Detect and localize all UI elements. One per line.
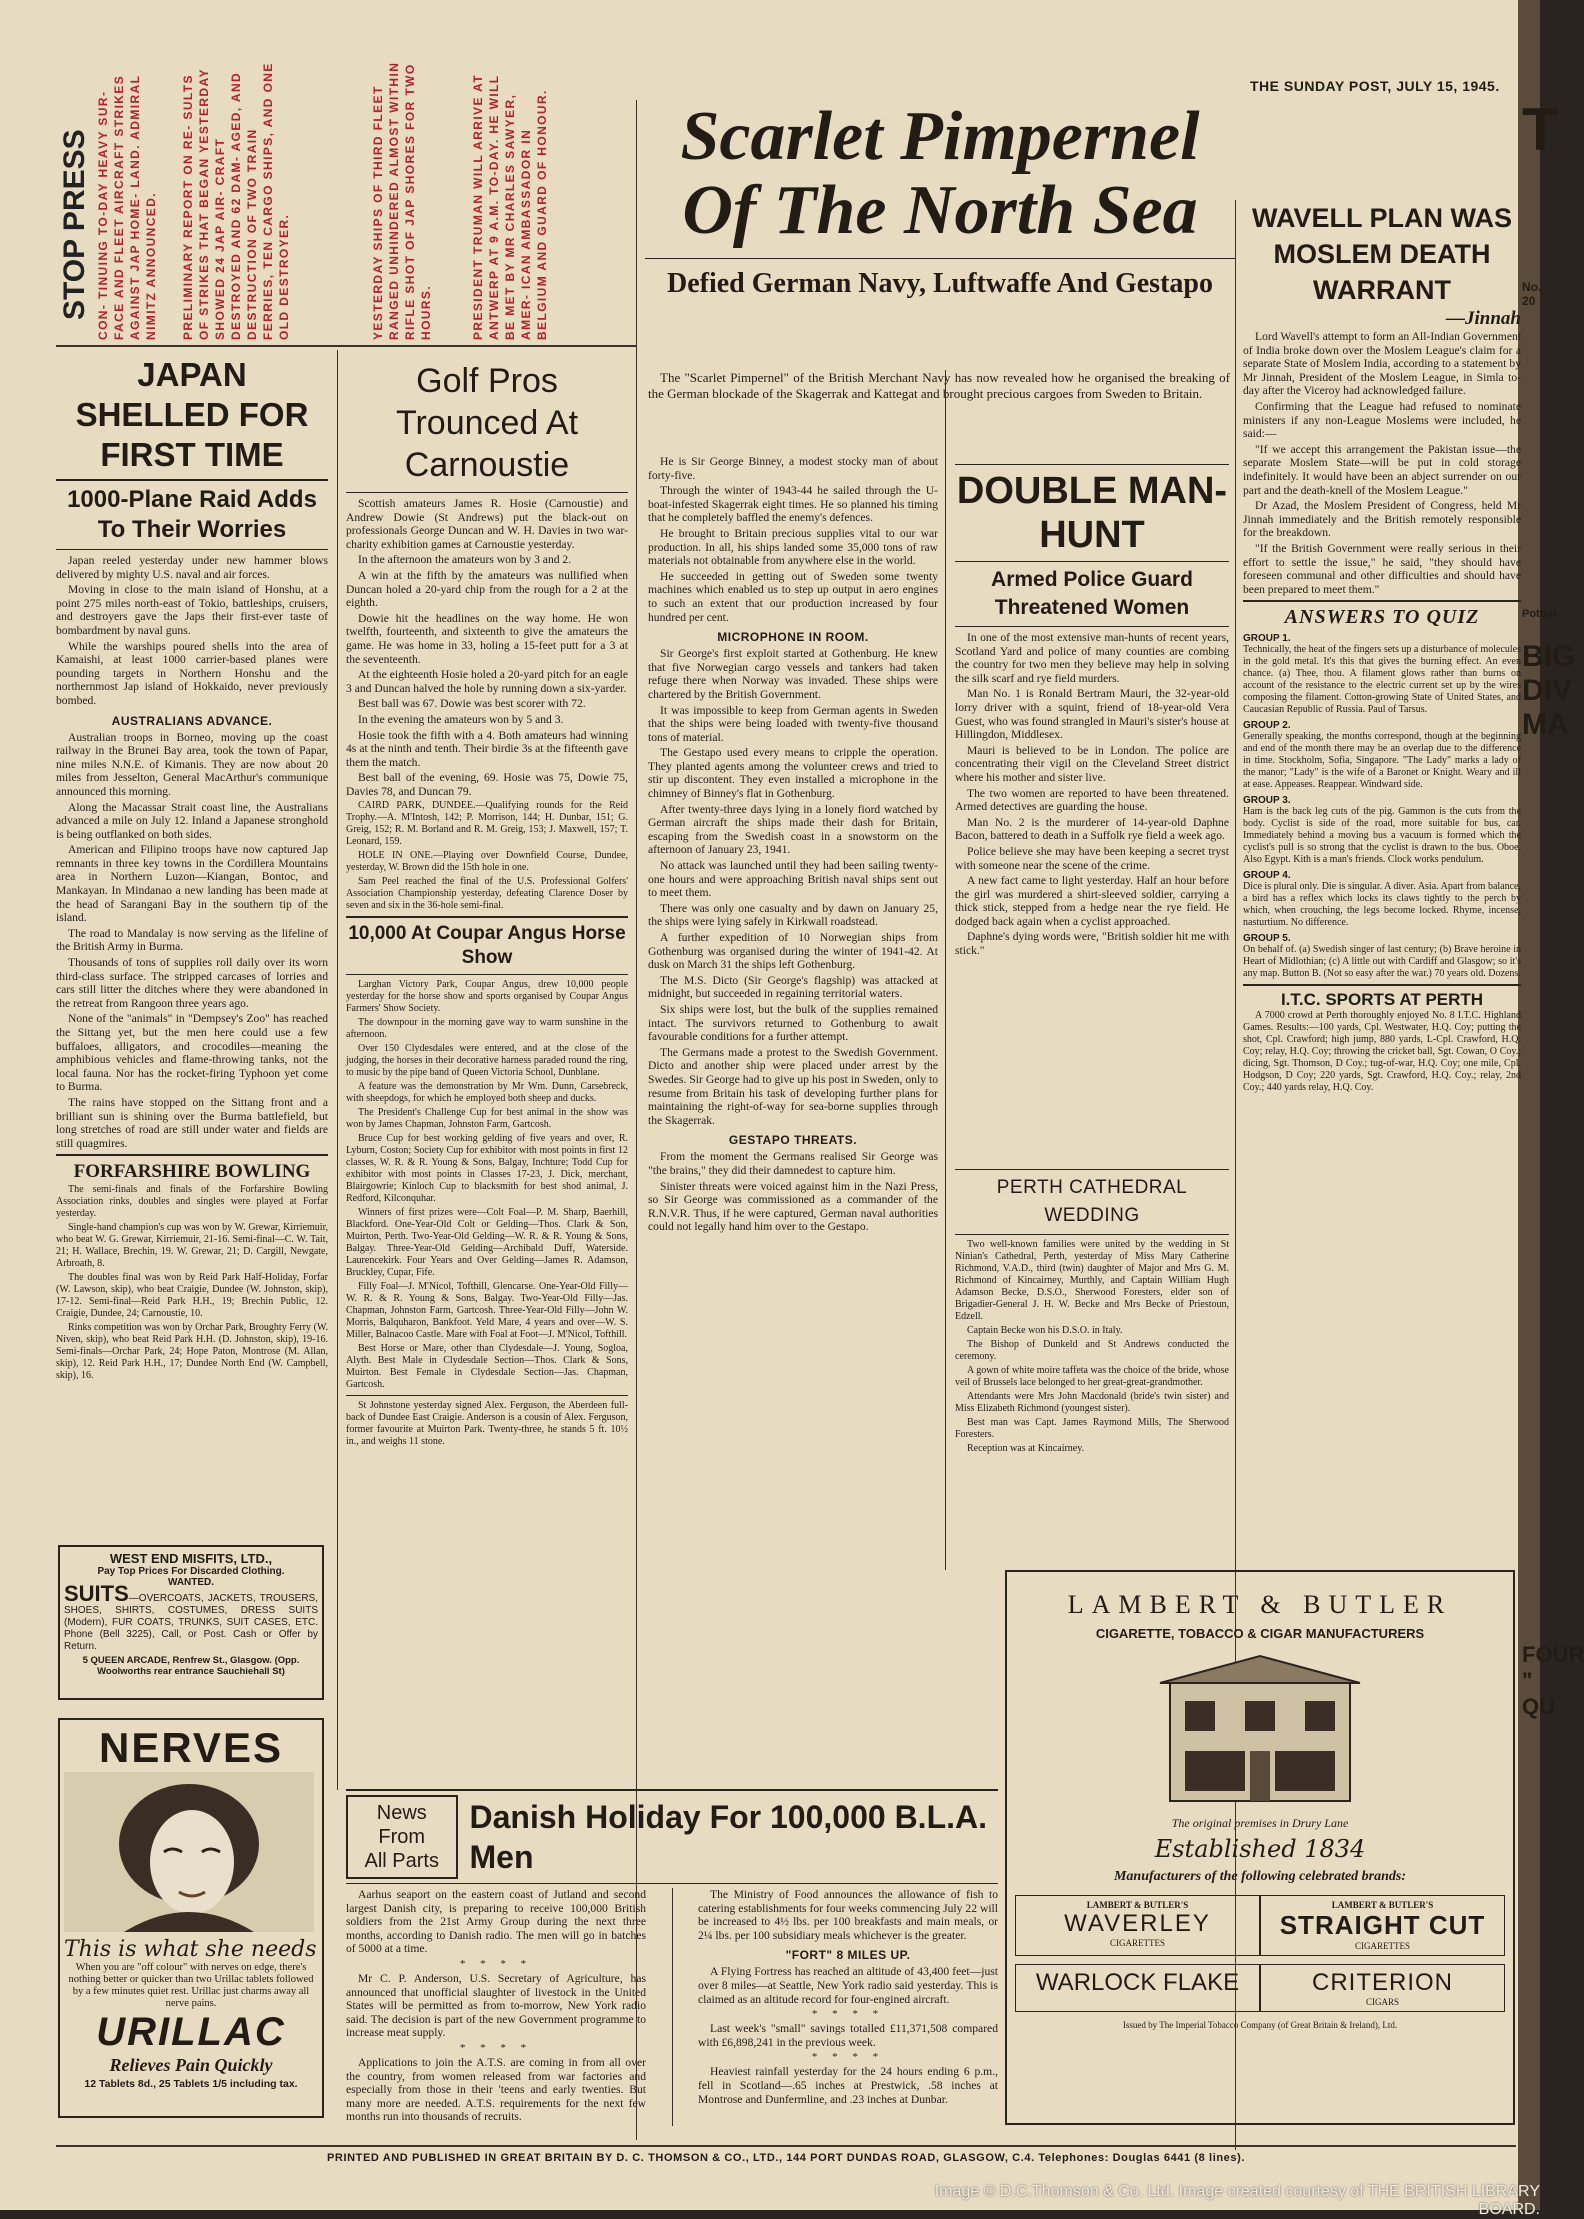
pimpernel-header bbox=[645, 100, 1235, 370]
star-separator: * * * * bbox=[459, 2041, 533, 2054]
danish-headline: Danish Holiday For 100,000 B.L.A. Men bbox=[469, 1799, 987, 1875]
pimpernel-para: Through the winter of 1943-44 he sailed through the U-boat-infested Skagerrak eight times. He so planned his timing that he completely baffled the enemy's defences. bbox=[648, 484, 938, 525]
divider bbox=[56, 1154, 328, 1156]
manhunt-para: Mauri is believed to be in London. The police are concentrating their vigil on the Cleveland Street district where his mother and sister live. bbox=[955, 743, 1229, 784]
pimpernel-lead-text: The "Scarlet Pimpernel" of the British Merchant Navy has now revealed how he organised the breaking of the German blockade of the Skagerrak and Kattegat and brought precious cargoes from Sweden to Britain. bbox=[648, 370, 1230, 401]
divider bbox=[955, 1169, 1229, 1170]
golf-para: Best ball was 67. Dowie was best scorer with 72. bbox=[358, 697, 586, 711]
lambert-premises: The original premises in Drury Lane bbox=[1171, 1816, 1349, 1830]
divider bbox=[56, 479, 328, 481]
golf-para: Scottish amateurs James R. Hosie (Carnoustie) and Andrew Dowie (St Andrews) put the black-out on professionals George Duncan and W. H. Davies in two war-charity exhibition games at Carnoustie yesterday. bbox=[346, 497, 628, 551]
stop-press-col-4: PRESIDENT TRUMAN WILL ARRIVE AT ANTWERP AT 9 A.M. TO-DAY. HE WILL BE MET BY MR CHARLES SAWYER, AMER- ICAN AMBASSADOR IN BELGIUM AND GUARD OF HONOUR. bbox=[471, 73, 549, 340]
pimpernel-crosshead: MICROPHONE IN ROOM. bbox=[717, 630, 869, 645]
westend-ad bbox=[58, 1545, 324, 1700]
wavell-headline: WAVELL PLAN WAS MOSLEM DEATH WARRANT bbox=[1251, 203, 1512, 305]
golf-para: In the afternoon the amateurs won by 3 and 2. bbox=[358, 553, 572, 567]
masthead-date: THE SUNDAY POST, JULY 15, 1945. bbox=[1250, 78, 1500, 94]
danish-right-col bbox=[698, 1888, 998, 2126]
pimpernel-para: He brought to Britain precious supplies vital to our war production. In all, his ships landed some 35,000 tons of raw materials not obtainable from anywhere else in the world. bbox=[648, 526, 938, 568]
japan-para: The road to Mandalay is now serving as the lifeline of the British Army in Burma. bbox=[56, 926, 328, 954]
divider bbox=[56, 549, 328, 550]
japan-para: While the warships poured shells into the area of Kamaishi, at least 1000 carrier-based planes were pounding targets in Northern Honshu and the northernmost Jap island of Hokkaido, never previously bombed. bbox=[56, 639, 328, 707]
itc-para: A 7000 crowd at Perth thoroughly enjoyed No. 8 I.T.C. Highland Games. Results:—100 yards, Cpl. Westwater, H.Q. Coy; putting the shot, Cpl. Crawford; high jump, 880 yards, L-Cpl. Crawford, H.Q. Coy; relay, H.Q. Coy; throwing the cricket ball, Sgt. Cowan, O Coy.; dicing, Sgt. Thomson, D Coy.; tug-of-war, H.Q. Coy; one mile, Cpl. Hodgson, D Coy; 220 yards, Sgt. Crawford, H.Q. Coy.; relay, 2nd Coy.; 440 yards relay, H.Q. Coy. bbox=[1243, 1010, 1521, 1094]
forfarshire-para: The doubles final was won by Reid Park Half-Holiday, Forfar (W. Lawson, skip), who beat Craigie, Dundee (W. Johnston, skip), 17-12. Semi-final—Reid Park H.H., 19; Brechin Public, 12. Craigie, Dundee, 24; Carnoustie, 10. bbox=[56, 1272, 328, 1320]
quiz-group-text: On behalf of. (a) Swedish singer of last century; (b) Brave heroine in Heart of Midlothian; (c) A little out with Cardiff and Glasgow; so it's any map. Button B. (Not so easy after the war.) 70 years old. Dozens. bbox=[1243, 944, 1521, 980]
quiz-group-text: Ham is the back leg cuts of the pig. Gammon is the cuts from the body. Cyclist is side of the road, more suitable for bus, car. Immediately behind a moving bus a vacuum is formed which the cyclist's pull is so strong that the cyclist is drawn to the bus. Oboe. Also Egypt. Kith is a man's friends. Clock works pendulum. bbox=[1243, 806, 1521, 866]
quiz-headline: ANSWERS TO QUIZ bbox=[1284, 606, 1480, 629]
golf-para: At the eighteenth Hosie holed a 20-yard pitch for an eagle 3 and Duncan halved the hole by running down a six-yarder. bbox=[346, 668, 628, 695]
star-separator: * * * * bbox=[811, 2051, 885, 2064]
japan-headline: JAPAN SHELLED FOR FIRST TIME bbox=[75, 356, 309, 473]
badge-line: All Parts bbox=[364, 1850, 439, 1872]
danish-crosshead: "FORT" 8 MILES UP. bbox=[785, 1948, 911, 1963]
divider bbox=[645, 258, 1235, 259]
copyright-text: Image © D.C.Thomson & Co. Ltd. Image created courtesy of THE BRITISH LIBRARY BOARD. bbox=[934, 2183, 1540, 2218]
japan-subhead: 1000-Plane Raid Adds To Their Worries bbox=[67, 486, 317, 543]
pimpernel-para: From the moment the Germans realised Sir George was "the brains," they did their damnedest to capture him. bbox=[648, 1150, 938, 1177]
pimpernel-para: He succeeded in getting out of Sweden some twenty machines which enabled us to step up output in aero engines to such an extent that our production increased by four hundred per cent. bbox=[648, 569, 938, 624]
danish-para: The Ministry of Food announces the allowance of fish to catering establishments for four weeks commencing July 22 will be increased to 4½ lbs. per 100 breakfasts and main meals, or 2¼ lbs. per 100 subsidiary meals whichever is the greater. bbox=[698, 1888, 998, 1942]
divider bbox=[56, 2145, 1516, 2147]
golf-headline: Golf Pros Trounced At Carnoustie bbox=[395, 362, 579, 484]
japan-para: Along the Macassar Strait coast line, the Australians advanced a mile on July 12. Inland a Japanese stronghold is being outflanked on both sides. bbox=[56, 800, 328, 841]
danish-para: Last week's "small" savings totalled £11,371,508 compared with £6,898,241 in the previous week. bbox=[698, 2022, 998, 2049]
divider bbox=[56, 345, 636, 347]
pimpernel-para: A further expedition of 10 Norwegian ships from Gothenburg was organised during the winter of 1941-42. At dusk on March 31 the ships left Gothenburg. bbox=[648, 931, 938, 972]
japan-para: The rains have stopped on the Sittang front and a brilliant sun is shining over the Burma battlefield, but long stretches of road are still under water and fields are still quagmires. bbox=[56, 1095, 328, 1150]
straight-cut-brand-box bbox=[1260, 1895, 1505, 1956]
coupar-para: The downpour in the morning gave way to warm sunshine in the afternoon. bbox=[346, 1017, 628, 1041]
divider bbox=[346, 1395, 628, 1396]
quiz-group-text: Generally speaking, the months correspond, though at the beginning and end of the month there may be an overlap due to the difference in time. Stockholm, Sofia, Singapore. "The Lady" marks a lady of the manor; "Lady" is the wife of a Baronet or Knight. Weary and ill at ease. Appeases. Reappear. Windward side. bbox=[1243, 731, 1521, 791]
waverley-brand-box bbox=[1015, 1895, 1260, 1956]
manhunt-para: Man No. 2 is the murderer of 14-year-old Daphne Bacon, battered to death in a Suffolk rye field a week ago. bbox=[955, 815, 1229, 843]
golf-para: In the evening the amateurs won by 5 and 3. bbox=[358, 712, 564, 726]
quiz-group-label: GROUP 3. bbox=[1243, 795, 1291, 807]
lambert-arc-title: LAMBERT & BUTLER bbox=[1067, 1590, 1453, 1619]
pimpernel-para: The Gestapo used every means to cripple the operation. They planted agents among the volunteer crews and tried to stir up discontent. They even installed a microphone in the chimney of Binney's flat in Gothenburg. bbox=[648, 746, 938, 801]
quiz-group bbox=[1243, 795, 1521, 866]
lambert-issued: Issued by The Imperial Tobacco Company (of Great Britain & Ireland), Ltd. bbox=[1122, 2020, 1398, 2030]
divider bbox=[346, 492, 628, 493]
divider bbox=[955, 561, 1229, 562]
criterion-brand: CRITERION bbox=[1312, 1969, 1453, 1996]
forfarshire-para: Rinks competition was won by Orchar Park, Broughty Ferry (W. Niven, skip), who beat Reid Park H.H. (D. Johnston, skip), 19-16. Semi-finals—Orchar Park, 24; Hope Paton, Montrose (M. Allan, skip), 12. Reid Park H.H., 17; Dundee North End (W. Campbell, skip), 16. bbox=[56, 1322, 328, 1382]
pimpernel-subhead: Defied German Navy, Luftwaffe And Gestapo bbox=[667, 268, 1213, 299]
westend-body: —OVERCOATS, JACKETS, TROUSERS, SHOES, SHIRTS, COSTUMES, DRESS SUITS (Modern), FUR COATS, TRUNKS, SUIT CASES, ETC. Phone (Bell 3225), Call, or Post. Cash or Offer by Return. bbox=[64, 1593, 318, 1652]
quiz-group bbox=[1243, 870, 1521, 929]
perth-para: Reception was at Kincairney. bbox=[967, 1443, 1085, 1454]
lambert-butler-ad bbox=[1005, 1570, 1515, 2125]
forfarshire-para: The semi-finals and finals of the Forfarshire Bowling Association rinks, doubles and singles were played at Forfar yesterday. bbox=[56, 1184, 328, 1220]
pimpernel-para: The Germans made a protest to the Swedish Government. Dicto and another ship were placed under arrest by the Swedes. Sir George had to give up his post in Sweden, only to resume from Britain his task of developing further plans for maintaining the right-of-way for sea-borne supplies through the Skagerrak. bbox=[648, 1045, 938, 1127]
westend-line: Pay Top Prices For Discarded Clothing. bbox=[97, 1566, 285, 1577]
pimpernel-para: Sinister threats were voiced against him in the Nazi Press, so Sir George was commissioned as a commander of the R.N.V.R. Thus, if he were captured, German naval authorities could not legally hand him over to the Gestapo. bbox=[648, 1179, 938, 1234]
golf-para: Dowie hit the headlines on the way home. He won twelfth, fourteenth, and sixteenth to give the amateurs the game. He was home in 33, holing a 15-feet putt for a 3 at the seventeenth. bbox=[346, 611, 628, 666]
danish-para: Applications to join the A.T.S. are coming in from all over the country, from women released from war factories and especially from those in their 'teens and early twenties. But many more are needed. A.T.S. requirements for the next few months run into thousands of recruits. bbox=[346, 2055, 646, 2124]
perth-headline: PERTH CATHEDRAL WEDDING bbox=[996, 1177, 1188, 1226]
perth-para: A gown of white moire taffeta was the choice of the bride, whose veil of Brussels lace belonged to her great-great-grandmother. bbox=[955, 1365, 1229, 1388]
divider bbox=[346, 974, 628, 975]
danish-para: Aarhus seaport on the eastern coast of Jutland and second largest Danish city, is preparing to receive 100,000 British soldiers from the 21st Army Group during the next three months, according to Danish radio. The men will go in batches of 5000 at a time. bbox=[346, 1888, 646, 1956]
strip-text: BIG bbox=[1522, 640, 1576, 673]
pimpernel-para: He is Sir George Binney, a modest stocky man of about forty-five. bbox=[648, 455, 938, 482]
coupar-para: Best Horse or Mare, other than Clydesdale—J. Young, Sogloa, Alyth. Best Male in Clydesdale Section—Thos. Clark & Sons, Muirton. Best Female in Clydesdale Section—Jas. Chapman, Gartcosh. bbox=[346, 1343, 628, 1391]
coupar-para: A feature was the demonstration by Mr Wm. Dunn, Carsebreck, with sheepdogs, for which he employed both sheep and ducks. bbox=[346, 1081, 628, 1105]
footer-printed: PRINTED AND PUBLISHED IN GREAT BRITAIN BY D. C. THOMSON & CO., LTD., 144 PORT DUNDAS ROAD, GLASGOW, C.4. Telephones: Douglas 6441 (8 lines). bbox=[326, 2152, 1246, 2164]
manhunt-para: The two women are reported to have been threatened. Armed detectives are guarding the house. bbox=[955, 786, 1229, 814]
divider bbox=[955, 626, 1229, 627]
pimpernel-para: It was impossible to keep from German agents in Sweden that the ships were being loaded with twenty-five thousand tons of material. bbox=[648, 703, 938, 744]
manhunt-para: In one of the most extensive man-hunts of recent years, Scotland Yard and police of many counties are combing the country for two men they believe may help in solving the silk scarf and rye field murders. bbox=[955, 631, 1229, 685]
manhunt-para: Daphne's dying words were, "British soldier hit me with stick." bbox=[955, 930, 1229, 958]
perth-para: Best man was Capt. James Raymond Mills, The Sherwood Foresters. bbox=[955, 1417, 1229, 1440]
pimpernel-para: After twenty-three days lying in a lonely fiord watched by German aircraft the ships made their dash for Britain, escaping from the Swedish coast in a snowstorm on the afternoon of January 23, 1941. bbox=[648, 802, 938, 857]
pimpernel-crosshead: GESTAPO THREATS. bbox=[728, 1133, 858, 1148]
copyright bbox=[900, 2183, 1540, 2218]
wavell-byline: —Jinnah bbox=[1446, 308, 1521, 329]
manhunt-para: Police believe she may have been keeping a secret tryst with someone near the scene of the crime. bbox=[955, 844, 1229, 872]
ferguson-para: St Johnstone yesterday signed Alex. Ferguson, the Aberdeen full-back of Dundee East Craigie. Anderson is a cousin of Alex. Ferguson, former favourite at Muirton Park. Twenty-three, he stands 5 ft. 10½ in., and weighs 11 stone. bbox=[346, 1400, 628, 1448]
quiz-group-label: GROUP 5. bbox=[1243, 933, 1291, 945]
strip-text: " QU bbox=[1522, 1668, 1555, 1719]
pimpernel-para: Six ships were lost, but the bulk of the supplies remained intact. The survivors returned to Gothenburg to await favourable conditions for a further attempt. bbox=[648, 1002, 938, 1044]
westend-title: WEST END MISFITS, LTD., bbox=[109, 1551, 273, 1566]
perth-para: Attendants were Mrs John Macdonald (bride's twin sister) and Miss Elizabeth Richmond (youngest sister). bbox=[955, 1391, 1229, 1414]
coupar-para: Bruce Cup for best working gelding of five years and over, R. Lyburn, Coston; Society Cup for exhibitor with most points in first 12 classes, W. R. & R. Young & Sons, Balgay, Inchture; Todd Cup for exhibitor with most points in Classes 17-23, J. Dick, merchant, Blairgowrie; Kinloch Cup to blacksmith for best shod animal, J. Redford, Kilconquhar. bbox=[346, 1133, 628, 1205]
coupar-para: Winners of first prizes were—Colt Foal—P. M. Sharp, Baerhill, Blackford. One-Year-Old Colt or Gelding—Thos. Clark & Son, Muirton, Perth. Two-Year-Old Gelding—W. R. & R. Young & Sons, Balgay. Three-Year-Old Gelding—Archibald Duff, Waterside. Laurencekirk. Four Years and Over Gelding—James R. Adamson, Bruckley, Cupar, Fife. bbox=[346, 1207, 628, 1279]
perth-para: The Bishop of Dunkeld and St Andrews conducted the ceremony. bbox=[955, 1339, 1229, 1362]
strip-text: No. 20 bbox=[1522, 280, 1542, 308]
urillac-script: This is what she needs bbox=[64, 1937, 317, 1962]
star-separator: * * * * bbox=[459, 1957, 533, 1970]
golf-caird: CAIRD PARK, DUNDEE.—Qualifying rounds for the Reid Trophy.—A. M'Intosh, 142; P. Morrison, 144; H. Dunbar, 151; G. Greig, 152; R. M. Borland and R. M. Greig, 153; J. Maxwell, 157; T. Leonard, 159. bbox=[346, 800, 628, 848]
warlock-flake-brand: WARLOCK FLAKE bbox=[1015, 1964, 1260, 2012]
divider bbox=[1243, 984, 1521, 986]
danish-left-col bbox=[346, 1888, 646, 2126]
brand-type: CIGARS bbox=[1365, 1997, 1399, 2007]
perth-para: Captain Becke won his D.S.O. in Italy. bbox=[967, 1325, 1123, 1336]
pimpernel-para: Sir George's first exploit started at Gothenburg. He knew that five Norwegian cargo vessels and tankers had taken refuge there when Norway was invaded. These ships were chartered by the British Government. bbox=[648, 647, 938, 701]
danish-article bbox=[346, 1785, 998, 2140]
brand-type: CIGARETTES bbox=[1110, 1938, 1165, 1948]
brand-maker: LAMBERT & BUTLER'S bbox=[1086, 1900, 1189, 1910]
japan-para: Japan reeled yesterday under new hammer blows delivered by mighty U.S. naval and air forces. bbox=[56, 554, 328, 581]
coupar-para: The President's Challenge Cup for best animal in the show was won by James Chapman, Johnston Farm, Gartcosh. bbox=[346, 1107, 628, 1131]
stop-press-label: STOP PRESS bbox=[58, 129, 91, 320]
drury-lane-shop-illustration bbox=[1130, 1651, 1390, 1811]
manhunt-para: A new fact came to light yesterday. Half an hour before the girl was murdered a shirt-sleeved soldier, carrying a thick stick, stepped from a hedge near the rye field. He dodged back again when a cyclist approached. bbox=[955, 874, 1229, 928]
strip-text: MA bbox=[1522, 708, 1569, 741]
japan-para: Moving in close to the main island of Honshu, at a point 275 miles north-east of Tokio, battleships, cruisers, and destroyers gave the Japs their first-ever taste of bombardment by naval guns. bbox=[56, 583, 328, 637]
coupar-para: Filly Foal—J. M'Nicol, Tofthill, Glencarse. One-Year-Old Filly—W. R. & R. Young & Sons, Balgay. Two-Year-Old Filly—Jas. Chapman, Johnston Farm, Gartcosh. Three-Year-Old Filly—John W. Morris, Balquharon, Bankfoot. Yeld Mare, 4 years and over—W. S. Miller, Balnacoo Castle. Mare with Foal at Foot—J. M'Nicol, Tofthill. bbox=[346, 1281, 628, 1341]
quiz-group bbox=[1243, 720, 1521, 791]
wavell-para: "If we accept this arrangement the Pakistan issue—the separate Moslem State—will be put in cold storage indefinitely. It would have been an abject surrender on our part and the death-knell of the Moslem League." bbox=[1243, 442, 1521, 497]
column-rule bbox=[672, 1888, 673, 2126]
badge-line: News From bbox=[376, 1802, 427, 1848]
japan-para: Australian troops in Borneo, moving up the coast railway in the Brunei Bay area, took the town of Papar, nine miles N.N.E. of Kimanis. They are now about 20 miles from Jesselton, General MacArthur's communique announced this morning. bbox=[56, 730, 328, 798]
next-page-strip bbox=[1522, 96, 1584, 2140]
danish-para: Mr C. P. Anderson, U.S. Secretary of Agriculture, has announced that unofficial slaughter of livestock in the United States will be permitted as from to-morrow, New York radio said. The decision is part of the new Government programme to increase meat supply. bbox=[346, 1971, 646, 2040]
itc-headline: I.T.C. SPORTS AT PERTH bbox=[1280, 990, 1484, 1010]
strip-text: FOUR bbox=[1522, 1642, 1584, 1667]
urillac-ad bbox=[58, 1718, 324, 2118]
golf-para: Hosie took the fifth with a 4. Both amateurs had winning 4s at the ninth and tenth. Their birdie 3s at the fifteenth gave them the match. bbox=[346, 728, 628, 769]
japan-article bbox=[56, 355, 328, 1740]
stop-press-col-3: YESTERDAY SHIPS OF THIRD FLEET RANGED UNHINDERED ALMOST WITHIN RIFLE SHOT OF JAP SHORES FOR TWO HOURS. bbox=[371, 61, 433, 340]
star-separator: * * * * bbox=[811, 2008, 885, 2021]
footer bbox=[56, 2152, 1516, 2172]
japan-crosshead: AUSTRALIANS ADVANCE. bbox=[111, 713, 273, 728]
divider bbox=[955, 464, 1229, 465]
manhunt-headline: DOUBLE MAN-HUNT bbox=[956, 470, 1228, 556]
quiz-group-label: GROUP 2. bbox=[1243, 720, 1291, 732]
urillac-body: When you are "off colour" with nerves on edge, there's nothing better or quicker than two Urillac tablets followed by a few minutes quiet rest. Urillac just charms away all nerve pains. bbox=[68, 1962, 314, 2009]
manhunt-para: Man No. 1 is Ronald Bertram Mauri, the 32-year-old lorry driver with a squint, friend of 18-year-old Vera Guest, who was found strangled in Mauri's sister's house at Hillingdon, Middlesex. bbox=[955, 687, 1230, 742]
japan-para: Thousands of tons of supplies roll daily over its worn third-class surface. The stripped carcases of lorries and cars still litter the ditches where they were abandoned in the retreat from Rangoon three years ago. bbox=[56, 956, 328, 1010]
news-from-all-parts-badge bbox=[346, 1795, 458, 1879]
urillac-tagline: Relieves Pain Quickly bbox=[109, 2055, 273, 2075]
lambert-celebrated: Manufacturers of the following celebrated brands: bbox=[1113, 1869, 1407, 1884]
golf-peel: Sam Peel reached the final of the U.S. Professional Golfers' Association Championship yesterday, defeating Clarence Doser by seven and six in the 36-hole semi-final. bbox=[346, 876, 628, 912]
urillac-price: 12 Tablets 8d., 25 Tablets 1/5 including tax. bbox=[84, 2078, 298, 2090]
pimpernel-body bbox=[648, 455, 938, 1570]
japan-para: American and Filipino troops have now captured Jap remnants in three key towns in the Cordillera Mountains area in Northern Luzon—Kiangan, Bontoc, and Mankayan. In Mindanao a new landing has been made at the head of Sarangani Bay in the southern tip of the island. bbox=[56, 843, 328, 925]
straight-cut-brand: STRAIGHT CUT bbox=[1279, 1910, 1486, 1940]
forfarshire-para: Single-hand champion's cup was won by W. Grewar, Kirriemuir, who beat W. G. Grewar, Kirriemuir, 21-16. Semi-final—C. W. Tait, 21; H. Wallace, Brechin, 19. W. Grewar, 21; D. Cargill, Newgate, Arbroath, 8. bbox=[56, 1222, 328, 1270]
urillac-brand: URILLAC bbox=[96, 2010, 286, 2054]
quiz-group bbox=[1243, 633, 1521, 716]
coupar-para: Larghan Victory Park, Coupar Angus, drew 10,000 people yesterday for the horse show and sports organised by Coupar Angus Farmers' Show Society. bbox=[346, 979, 628, 1015]
wavell-para: Dr Azad, the Moslem President of Congress, held Mr Jinnah immediately and the British remotely responsible for the breakdown. bbox=[1243, 499, 1521, 540]
pimpernel-para: There was only one casualty and by dawn on January 25, the ships were lying safely in Kirkwall roadstead. bbox=[648, 901, 938, 929]
urillac-headline: NERVES bbox=[99, 1724, 283, 1771]
westend-address: 5 QUEEN ARCADE, Renfrew St., Glasgow. (Opp. Woolworths rear entrance Sauchiehall St) bbox=[82, 1655, 300, 1677]
woman-portrait-illustration bbox=[64, 1772, 314, 1932]
lambert-established: Established 1834 bbox=[1154, 1835, 1366, 1863]
japan-para: None of the "animals" in "Dempsey's Zoo" has reached the Sittang yet, but the men here could use a few buffaloes, alligators, and crocodiles—meaning the amphibious vehicles and flame-throwing tanks, not the local fauna. Nor has the rocket-firing Typhoon yet come to Burma. bbox=[56, 1012, 328, 1094]
westend-suits: SUITS bbox=[64, 1581, 129, 1606]
golf-article bbox=[346, 360, 628, 1770]
pimpernel-headline: Scarlet Pimpernel Of The North Sea bbox=[680, 98, 1200, 249]
danish-para: A Flying Fortress has reached an altitude of 43,400 feet—just over 8 miles—at Seattle, New York radio said yesterday. This is claimed as an altitude record for four-engined aircraft. bbox=[698, 1965, 998, 2006]
wavell-article bbox=[1243, 200, 1521, 1570]
quiz-group bbox=[1243, 933, 1521, 980]
divider bbox=[346, 1883, 998, 1884]
golf-para: A win at the fifth by the amateurs was nullified when Duncan holed a 20-yard chip from the rough for a 2 at the eighth. bbox=[346, 568, 628, 610]
wavell-para: "If the British Government were really serious in their effort to settle the issue," he said, "they should have foreseen communal and other difficulties and should have been prepared to meet them." bbox=[1243, 541, 1521, 596]
wavell-para: Confirming that the League had refused to nominate ministers if any non-League Moslems were included, he said:— bbox=[1243, 399, 1521, 441]
strip-text: T bbox=[1522, 96, 1559, 163]
strip-text: DIV bbox=[1522, 674, 1573, 707]
perth-para: Two well-known families were united by the wedding in St Ninian's Cathedral, Perth, yesterday of Miss Mary Catherine Richmond, V.A.D., third (twin) daughter of Major and Mrs G. M. Richmond of Kincairney, Murthly, and Captain William Hugh Adamson Becke, D.S.O., Sherwood Foresters, elder son of Brigadier-General J. H. W. Becke and Mrs Becke of Priestoun, Edzell. bbox=[955, 1239, 1229, 1322]
divider bbox=[955, 1234, 1229, 1235]
perth-article bbox=[955, 1165, 1229, 1570]
brand-maker: LAMBERT & BUTLER'S bbox=[1331, 1900, 1434, 1910]
wavell-para: Lord Wavell's attempt to form an All-Indian Government of India broke down over the Moslem League's claim for a separate State of Moslem India, according to a statement by Mr Jinnah, President of the Moslem League, in Simla to-day after the Viceroy had acknowledged failure. bbox=[1243, 330, 1521, 398]
brand-type: CIGARETTES bbox=[1355, 1941, 1410, 1951]
quiz-group-label: GROUP 4. bbox=[1243, 870, 1291, 882]
pimpernel-para: The M.S. Dicto (Sir George's flagship) was attacked at midnight, but succeeded in regaining territorial waters. bbox=[648, 973, 938, 1001]
divider bbox=[346, 1789, 998, 1791]
forfarshire-headline: FORFARSHIRE BOWLING bbox=[73, 1161, 311, 1183]
quiz-group-text: Dice is plural only. Die is singular. A diver. Asia. Apart from balance, a bird has a reflex which locks its claws tightly to the perch by which, when crouching, the legs become locked. Rhyme, incense, nasturtium. No difference. bbox=[1243, 881, 1521, 929]
divider bbox=[1243, 600, 1521, 602]
stop-press-col-1: CON- TINUING TO-DAY HEAVY SUR- FACE AND FLEET AIRCRAFT STRIKES AGAINST JAP HOME- LAND. ADMIRAL NIMITZ ANNOUNCED. bbox=[96, 74, 158, 340]
coupar-headline: 10,000 At Coupar Angus Horse Show bbox=[348, 923, 626, 969]
divider bbox=[346, 916, 628, 918]
quiz-group-text: Technically, the heat of the fingers sets up a disturbance of molecules in the gold metal. It's this that gives the burning effect. An even chance. (a) Thee, thou. A filament glows rather than burns on account of the resistance to the electric current set up by the wires composing the filament. Cotton-growing State of United States, and Caucasian Republic of Russia. Paul of Tarsus. bbox=[1243, 644, 1521, 716]
strip-text: Potted bbox=[1522, 608, 1557, 620]
coupar-para: Over 150 Clydesdales were entered, and at the close of the judging, the horses in their decorative harness paraded round the ring, to music by the pipe band of Queen Victoria School, Dunblane. bbox=[346, 1043, 628, 1079]
golf-para: Best ball of the evening, 69. Hosie was 75, Dowie 75, Davies 78, and Duncan 79. bbox=[346, 771, 628, 798]
pimpernel-para: No attack was launched until they had been sailing twenty-one hours and were approaching British naval ships sent out to meet them. bbox=[648, 859, 938, 900]
manhunt-subhead: Armed Police Guard Threatened Women bbox=[991, 568, 1193, 619]
danish-para: Heaviest rainfall yesterday for the 24 hours ending 6 p.m., fell in Scotland—.65 inches at Prestwick, .58 inches at Montrose and Dunfermline, and .23 inches at Dunbar. bbox=[698, 2065, 998, 2106]
stop-press-col-2: PRELIMINARY REPORT ON RE- SULTS OF STRIKES THAT BEGAN YESTERDAY SHOWED 24 JAP AIR- CRAFT DESTROYED AND 62 DAM- AGED, AND DESTRUCTION OF TWO TRAIN FERRIES, TEN CARGO SHIPS, AND ONE OLD DESTROYER. bbox=[181, 62, 291, 340]
golf-hole: HOLE IN ONE.—Playing over Downfield Course, Dundee, yesterday, W. Brown did the 15th hole in one. bbox=[346, 850, 628, 874]
manhunt-article bbox=[955, 460, 1229, 1160]
waverley-brand: WAVERLEY bbox=[1064, 1910, 1211, 1937]
column-rule bbox=[337, 350, 338, 1790]
column-rule bbox=[945, 370, 946, 1570]
masthead bbox=[1250, 78, 1510, 100]
lambert-mfg: CIGARETTE, TOBACCO & CIGAR MANUFACTURERS bbox=[1095, 1626, 1425, 1641]
westend-line: WANTED. bbox=[167, 1577, 215, 1588]
quiz-group-label: GROUP 1. bbox=[1243, 633, 1291, 645]
